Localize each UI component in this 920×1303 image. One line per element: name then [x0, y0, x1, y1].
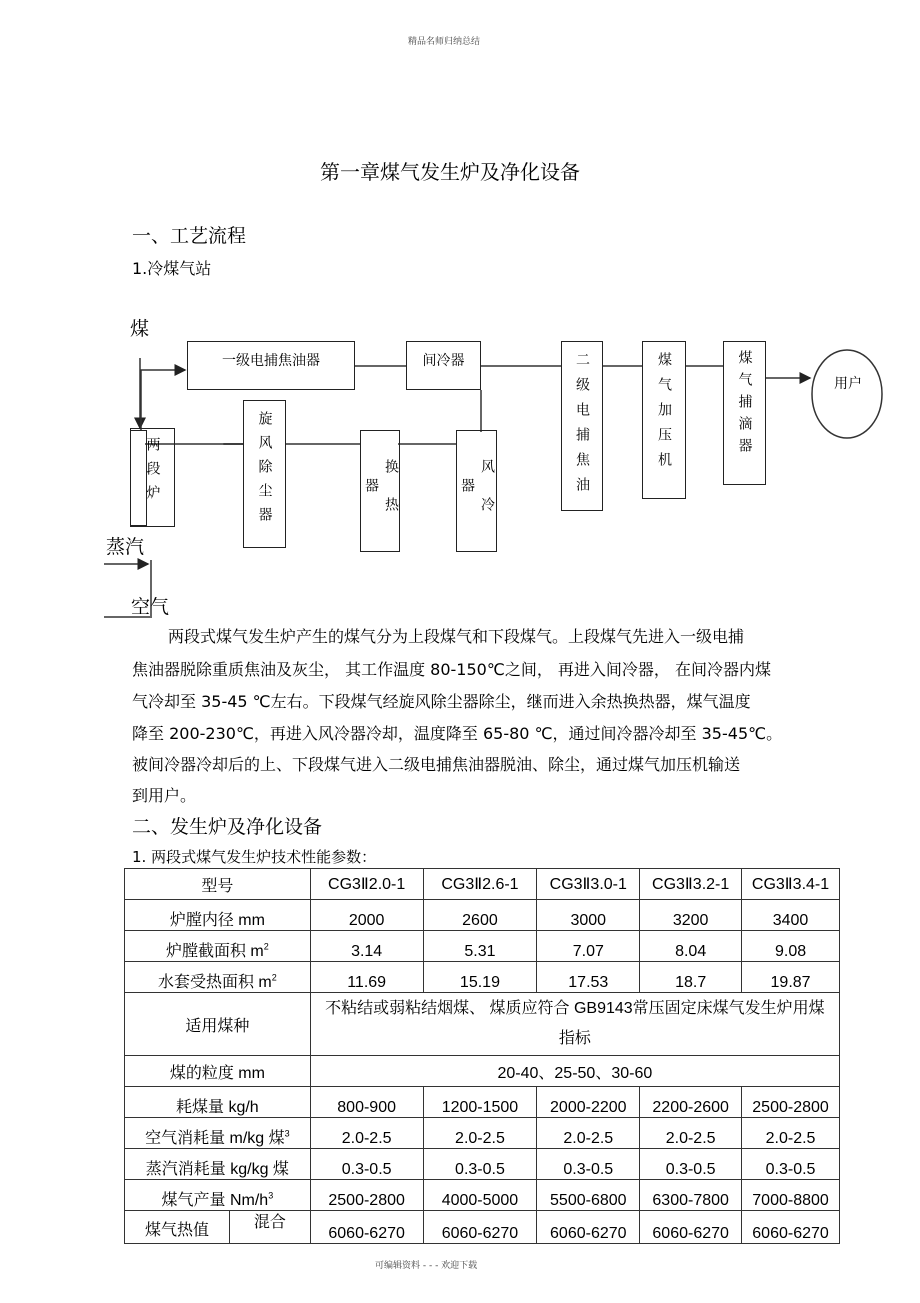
heat-value-label: 煤气热值 [125, 1211, 230, 1243]
esp1-box [187, 341, 355, 390]
table-label-cell [125, 931, 311, 962]
table-cell: 6060-6270 [640, 1211, 742, 1244]
table-cell: 7.07 [537, 931, 640, 962]
row-label: 水套受热面积 m [157, 974, 272, 991]
subheading-1: 1.冷煤气站 [132, 259, 212, 278]
table-header-cell: CG3Ⅱ3.2-1 [640, 869, 742, 900]
table-label-cell [125, 1087, 311, 1118]
table-cell: 3000 [537, 900, 640, 931]
table-row [125, 1087, 840, 1118]
table-label-cell [125, 1211, 311, 1244]
table-cell: 9.08 [742, 931, 840, 962]
page-header: 精品名师归纳总结 [408, 37, 481, 47]
paragraph-line: 焦油器脱除重质焦油及灰尘， 其工作温度 80-150℃之间， 再进入间冷器， 在间冷器内煤 [132, 660, 771, 679]
esp2-box [561, 341, 603, 511]
section-heading-1: 一、工艺流程 [132, 225, 247, 247]
table-cell: 0.3-0.5 [423, 1149, 537, 1180]
table-header-cell: CG3Ⅱ3.0-1 [537, 869, 640, 900]
table-cell: 0.3-0.5 [742, 1149, 840, 1180]
table-cell: 2200-2600 [640, 1087, 742, 1118]
table-label-cell [125, 1149, 311, 1180]
table-cell: 15.19 [423, 962, 537, 993]
table-header-cell: 型号 [125, 869, 311, 900]
table-row [125, 900, 840, 931]
table-cell: 2.0-2.5 [640, 1118, 742, 1149]
table-cell: 5500-6800 [537, 1180, 640, 1211]
table-row [125, 1211, 840, 1244]
row-label: 煤气产量 Nm/h [161, 1192, 269, 1209]
table-cell: 2500-2800 [310, 1180, 423, 1211]
table-label-cell [125, 1118, 311, 1149]
heat-exchanger-label: 换热器 [363, 459, 399, 535]
table-cell: 6060-6270 [310, 1211, 423, 1244]
table-label-cell [125, 962, 311, 993]
two-stage-furnace-box [130, 428, 175, 527]
paragraph-line: 降至 200-230℃，再进入风冷器冷却，温度降至 65-80 ℃，通过间冷器冷却至 35-45℃。 [132, 724, 783, 743]
table-cell: 2500-2800 [742, 1087, 840, 1118]
intercooler-label: 间冷器 [422, 353, 465, 369]
row-label: 炉膛截面积 m [165, 943, 264, 960]
heat-sub-label: 混合 [253, 1214, 286, 1231]
superscript: 2 [263, 941, 269, 952]
user-ellipse [812, 350, 882, 438]
table-cell: 2000-2200 [537, 1087, 640, 1118]
air-cooler-box [456, 430, 497, 552]
furnace-spec-table [124, 868, 840, 1244]
table-cell: 6060-6270 [742, 1211, 840, 1244]
paragraph-line: 两段式煤气发生炉产生的煤气分为上段煤气和下段煤气。上段煤气先进入一级电捕 [168, 627, 745, 646]
table-cell: 5.31 [423, 931, 537, 962]
page-footer: 可编辑资料 - - - 欢迎下载 [375, 1261, 478, 1271]
table-cell: 不粘结或弱粘结烟煤、 煤质应符合 GB9143常压固定床煤气发生炉用煤指标 [310, 993, 839, 1056]
row-label: 耗煤量 kg/h [176, 1099, 259, 1116]
table-cell: 3400 [742, 900, 840, 931]
row-label: 炉膛内径 mm [169, 912, 265, 929]
table-row [125, 993, 840, 1056]
booster-label: 煤气加压机 [656, 352, 672, 477]
demister-box [723, 341, 766, 485]
table-row [125, 931, 840, 962]
furnace-label: 两段炉 [144, 437, 161, 509]
table-cell: 2.0-2.5 [537, 1118, 640, 1149]
table-label-cell: 煤的粒度 mm [125, 1056, 311, 1087]
paragraph-line: 被间冷器冷却后的上、下段煤气进入二级电捕焦油器脱油、除尘，通过煤气加压机输送 [132, 755, 741, 774]
table-cell: 11.69 [310, 962, 423, 993]
subheading-2: 1. 两段式煤气发生炉技术性能参数： [132, 848, 377, 866]
table-row [125, 1056, 840, 1087]
table-cell: 18.7 [640, 962, 742, 993]
steam-label: 蒸汽 [106, 536, 145, 558]
table-cell: 3200 [640, 900, 742, 931]
demister-label: 煤气捕滴器 [736, 350, 753, 460]
row-label: 蒸汽消耗量 kg/kg 煤 [145, 1161, 289, 1178]
chapter-title: 第一章煤气发生炉及净化设备 [320, 160, 580, 184]
section-heading-2: 二、发生炉及净化设备 [132, 816, 323, 838]
table-cell: 17.53 [537, 962, 640, 993]
table-cell: 6300-7800 [640, 1180, 742, 1211]
superscript: 2 [271, 972, 277, 983]
table-cell: 7000-8800 [742, 1180, 840, 1211]
table-cell: 19.87 [742, 962, 840, 993]
paragraph-line: 到用户。 [132, 786, 197, 805]
table-cell: 1200-1500 [423, 1087, 537, 1118]
row-label: 空气消耗量 m/kg 煤 [145, 1130, 285, 1147]
table-cell: 3.14 [310, 931, 423, 962]
booster-box [642, 341, 686, 499]
table-cell: 6060-6270 [423, 1211, 537, 1244]
table-row [125, 1149, 840, 1180]
table-cell: 4000-5000 [423, 1180, 537, 1211]
table-cell: 2000 [310, 900, 423, 931]
superscript: 3 [284, 1128, 290, 1139]
table-cell: 2.0-2.5 [310, 1118, 423, 1149]
air-label: 空气 [131, 596, 170, 618]
air-cooler-label: 风冷器 [459, 459, 495, 535]
cyclone-label: 旋风除尘器 [256, 411, 273, 531]
esp2-label: 二级电捕焦油 [574, 352, 590, 502]
table-cell: 2.0-2.5 [742, 1118, 840, 1149]
table-header-row [125, 869, 840, 900]
table-cell: 0.3-0.5 [537, 1149, 640, 1180]
heat-exchanger-box [360, 430, 400, 552]
coal-label: 煤 [130, 318, 150, 340]
table-cell: 6060-6270 [537, 1211, 640, 1244]
intercooler-box [406, 341, 481, 390]
table-cell: 2.0-2.5 [423, 1118, 537, 1149]
user-label: 用户 [834, 376, 862, 392]
table-header-cell: CG3Ⅱ2.0-1 [310, 869, 423, 900]
paragraph-line: 气冷却至 35-45 ℃左右。下段煤气经旋风除尘器除尘，继而进入余热换热器，煤气温度 [132, 692, 751, 711]
esp1-label: 一级电捕焦油器 [222, 353, 320, 369]
table-row [125, 962, 840, 993]
table-header-cell: CG3Ⅱ3.4-1 [742, 869, 840, 900]
cyclone-box [243, 400, 286, 548]
table-cell: 8.04 [640, 931, 742, 962]
table-cell: 2600 [423, 900, 537, 931]
superscript: 3 [268, 1190, 274, 1201]
table-cell: 800-900 [310, 1087, 423, 1118]
table-header-cell: CG3Ⅱ2.6-1 [423, 869, 537, 900]
table-cell: 0.3-0.5 [310, 1149, 423, 1180]
table-label-cell: 适用煤种 [125, 993, 311, 1056]
table-row [125, 1118, 840, 1149]
table-label-cell [125, 900, 311, 931]
table-cell: 0.3-0.5 [640, 1149, 742, 1180]
table-cell: 20-40、25-50、30-60 [310, 1056, 839, 1087]
